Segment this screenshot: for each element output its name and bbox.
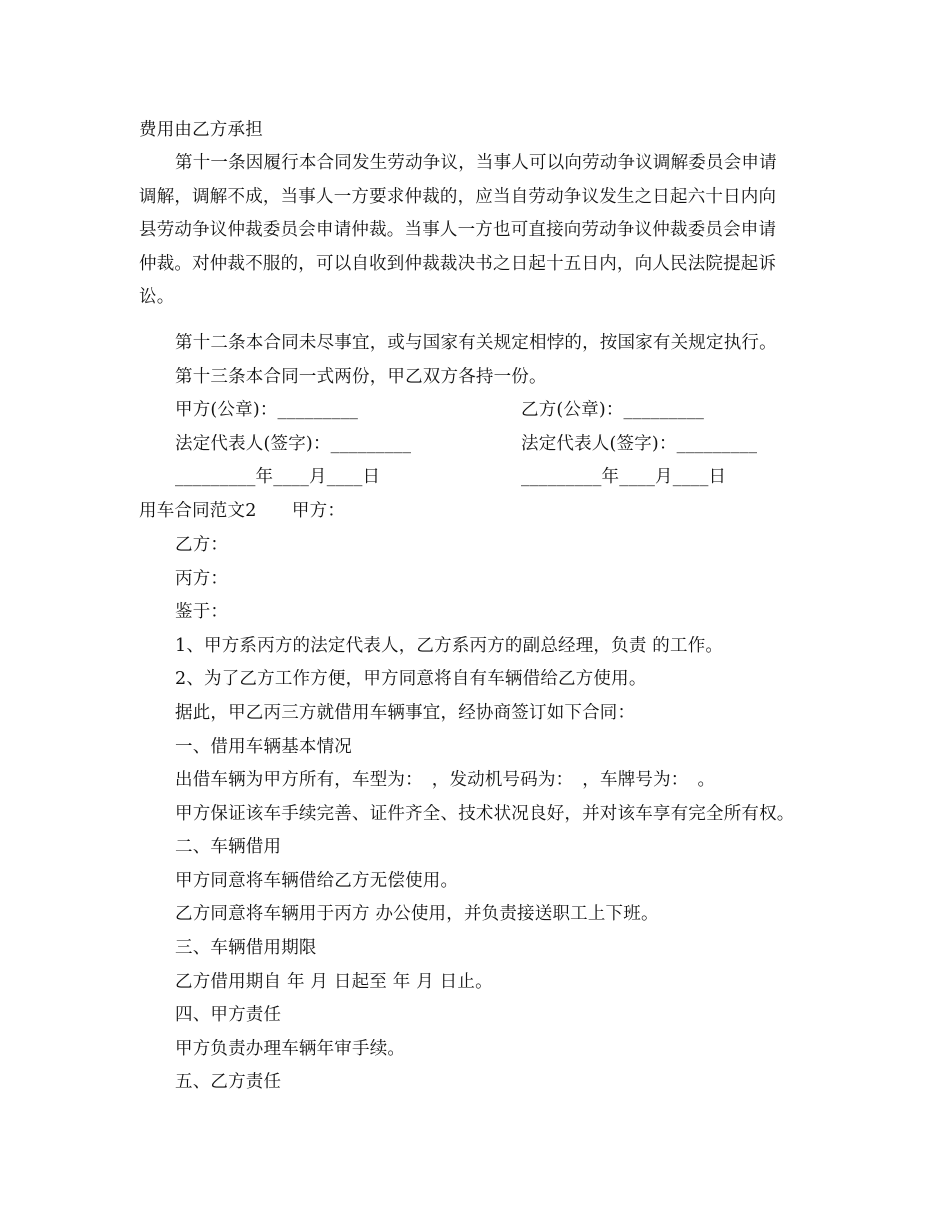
paragraph-line: 甲方同意将车辆借给乙方无偿使用。 bbox=[175, 871, 459, 891]
paragraph-line: 2、为了乙方工作方便，甲方同意将自有车辆借给乙方使用。 bbox=[175, 669, 647, 689]
party-b-date-line: _________年____月____日 bbox=[521, 467, 727, 487]
paragraph-line: 出借车辆为甲方所有，车型为： ，发动机号码为： ，车牌号为： 。 bbox=[175, 770, 716, 790]
paragraph-line: 丙方： bbox=[175, 569, 229, 589]
party-a-date-line: _________年____月____日 bbox=[175, 467, 381, 487]
party-a-rep-line: 法定代表人(签字)：_________ bbox=[175, 434, 412, 454]
paragraph-line: 调解，调解不成，当事人一方要求仲裁的，应当自劳动争议发生之日起六十日内向 bbox=[139, 187, 777, 207]
paragraph-line: 甲方保证该车手续完善、证件齐全、技术状况良好，并对该车享有完全所有权。 bbox=[175, 804, 795, 824]
party-a-seal-line: 甲方(公章)：_________ bbox=[175, 400, 359, 420]
paragraph-line: 鉴于： bbox=[175, 602, 229, 622]
paragraph-line: 第十一条因履行本合同发生劳动争议，当事人可以向劳动争议调解委员会申请 bbox=[175, 153, 777, 173]
clause-heading: 四、甲方责任 bbox=[175, 1005, 282, 1025]
paragraph-line: 仲裁。对仲裁不服的，可以自收到仲裁裁决书之日起十五日内，向人民法院提起诉 bbox=[139, 254, 777, 274]
paragraph-line: 县劳动争议仲裁委员会申请仲裁。当事人一方也可直接向劳动争议仲裁委员会申请 bbox=[139, 220, 777, 240]
paragraph-line: 乙方： bbox=[175, 535, 229, 555]
paragraph-line: 甲方负责办理车辆年审手续。 bbox=[175, 1039, 406, 1059]
paragraph-line: 费用由乙方承担 bbox=[139, 120, 263, 140]
paragraph-line: 1、甲方系丙方的法定代表人，乙方系丙方的副总经理，负责 的工作。 bbox=[175, 636, 724, 656]
party-b-seal-line: 乙方(公章)：_________ bbox=[521, 400, 705, 420]
paragraph-line: 第十二条本合同未尽事宜，或与国家有关规定相悖的，按国家有关规定执行。 bbox=[175, 333, 777, 353]
clause-heading: 一、借用车辆基本情况 bbox=[175, 737, 352, 757]
clause-heading: 二、车辆借用 bbox=[175, 837, 282, 857]
clause-heading: 五、乙方责任 bbox=[175, 1072, 282, 1092]
paragraph-line: 讼。 bbox=[139, 287, 175, 307]
paragraph-line: 乙方同意将车辆用于丙方 办公使用，并负责接送职工上下班。 bbox=[175, 904, 659, 924]
clause-heading: 三、车辆借用期限 bbox=[175, 938, 317, 958]
party-b-rep-line: 法定代表人(签字)：_________ bbox=[521, 434, 758, 454]
section-heading: 用车合同范文2 甲方： bbox=[139, 501, 346, 521]
paragraph-line: 乙方借用期自 年 月 日起至 年 月 日止。 bbox=[175, 972, 493, 992]
paragraph-line: 第十三条本合同一式两份，甲乙双方各持一份。 bbox=[175, 367, 547, 387]
paragraph-line: 据此，甲乙丙三方就借用车辆事宜，经协商签订如下合同： bbox=[175, 703, 636, 723]
